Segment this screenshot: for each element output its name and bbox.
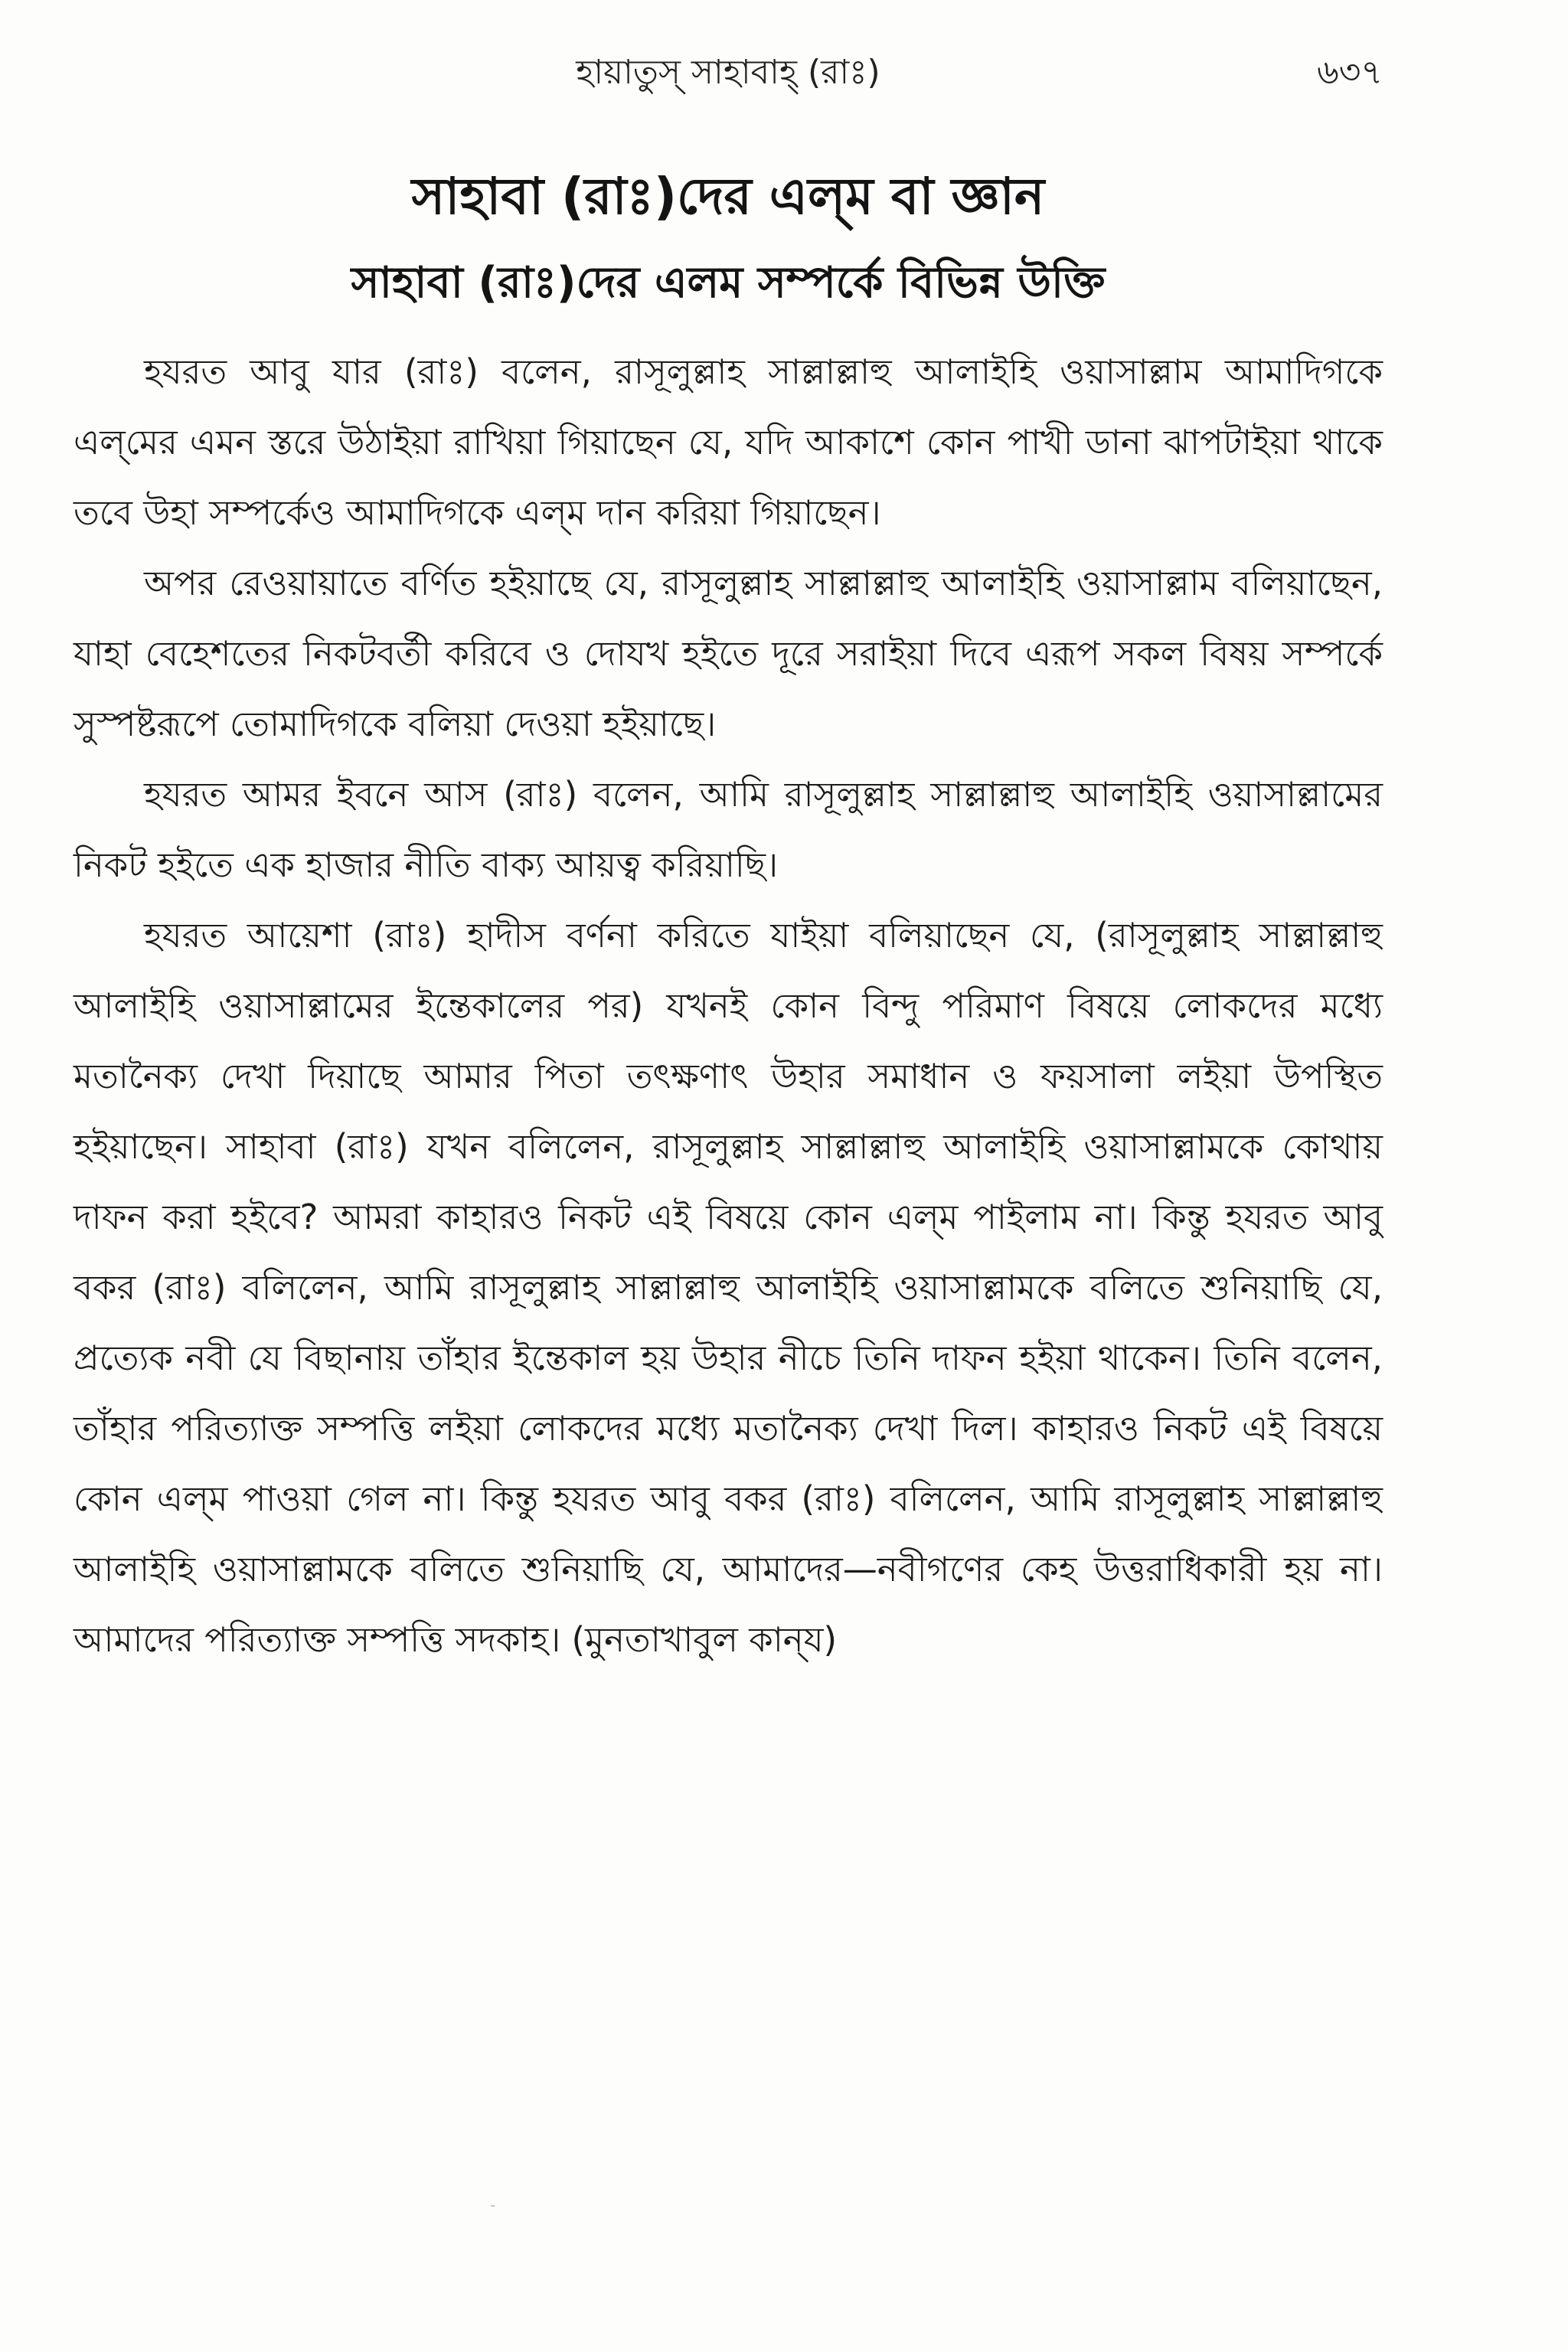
scan-speck: - [490,2196,496,2214]
paragraph-other-narration: অপর রেওয়ায়াতে বর্ণিত হইয়াছে যে, রাসূলুল্লাহ সাল্লাল্লাহু আলাইহি ওয়াসাল্লাম বলিয়াছেন, যাহা বেহেশতের নিকটবর্তী করিবে ও দোযখ হইতে দূরে সরাইয়া দিবে এরূপ সকল বিষয় সম্পর্কে সুস্পষ্টরূপে তোমাদিগকে বলিয়া দেওয়া হইয়াছে। [74,563,1383,744]
running-header [74,46,1383,100]
chapter-title: সাহাবা (রাঃ)দের এল্‌ম বা জ্ঞান [411,167,1045,226]
page-number: ৬৩৭ [1317,53,1383,92]
paragraph-amr-ibn-as: হযরত আমর ইবনে আস (রাঃ) বলেন, আমি রাসূলুল্লাহ সাল্লাল্লাহু আলাইহি ওয়াসাল্লামের নিকট হইতে এক হাজার নীতি বাক্য আয়ত্ব করিয়াছি। [74,774,1383,885]
paragraph-aisha: হযরত আয়েশা (রাঃ) হাদীস বর্ণনা করিতে যাইয়া বলিয়াছেন যে, (রাসূলুল্লাহ সাল্লাল্লাহু আলাইহি ওয়াসাল্লামের ইন্তেকালের পর) যখনই কোন বিন্দু পরিমাণ বিষয়ে লোকদের মধ্যে মতানৈক্য দেখা দিয়াছে আমার পিতা তৎক্ষণাৎ উহার সমাধান ও ফয়সালা লইয়া উপস্থিত হইয়াছেন। সাহাবা (রাঃ) যখন বলিলেন, রাসূলুল্লাহ সাল্লাল্লাহু আলাইহি ওয়াসাল্লামকে কোথায় দাফন করা হইবে? আমরা কাহারও নিকট এই বিষয়ে কোন এল্‌ম পাইলাম না। কিন্তু হযরত আবু বকর (রাঃ) বলিলেন, আমি রাসূলুল্লাহ সাল্লাল্লাহু আলাইহি ওয়াসাল্লামকে বলিতে শুনিয়াছি যে, প্রত্যেক নবী যে বিছানায় তাঁহার ইন্তেকাল হয় উহার নীচে তিনি দাফন হইয়া থাকেন। তিনি বলেন, তাঁহার পরিত্যাক্ত সম্পত্তি লইয়া লোকদের মধ্যে মতানৈক্য দেখা দিল। কাহারও নিকট এই বিষয়ে কোন এল্‌ম পাওয়া গেল না। কিন্তু হযরত আবু বকর (রাঃ) বলিলেন, আমি রাসূলুল্লাহ সাল্লাল্লাহু আলাইহি ওয়াসাল্লামকে বলিতে শুনিয়াছি যে, আমাদের—নবীগণের কেহ উত্তরাধিকারী হয় না। আমাদের পরিত্যাক্ত সম্পত্তি সদকাহ। (মুনতাখাবুল কান্‌য) [74,915,1383,1660]
running-title: হায়াতুস্ সাহাবাহ্ (রাঃ) [576,53,880,92]
body-text [74,337,1383,1675]
paragraph-abu-zar: হযরত আবু যার (রাঃ) বলেন, রাসূলুল্লাহ সাল্লাল্লাহু আলাইহি ওয়াসাল্লাম আমাদিগকে এল্‌মের এমন স্তরে উঠাইয়া রাখিয়া গিয়াছেন যে, যদি আকাশে কোন পাখী ডানা ঝাপটাইয়া থাকে তবে উহা সম্পর্কেও আমাদিগকে এল্‌ম দান করিয়া গিয়াছেন। [74,351,1383,533]
section-title: সাহাবা (রাঃ)দের এলম সম্পর্কে বিভিন্ন উক্তি [351,258,1106,308]
